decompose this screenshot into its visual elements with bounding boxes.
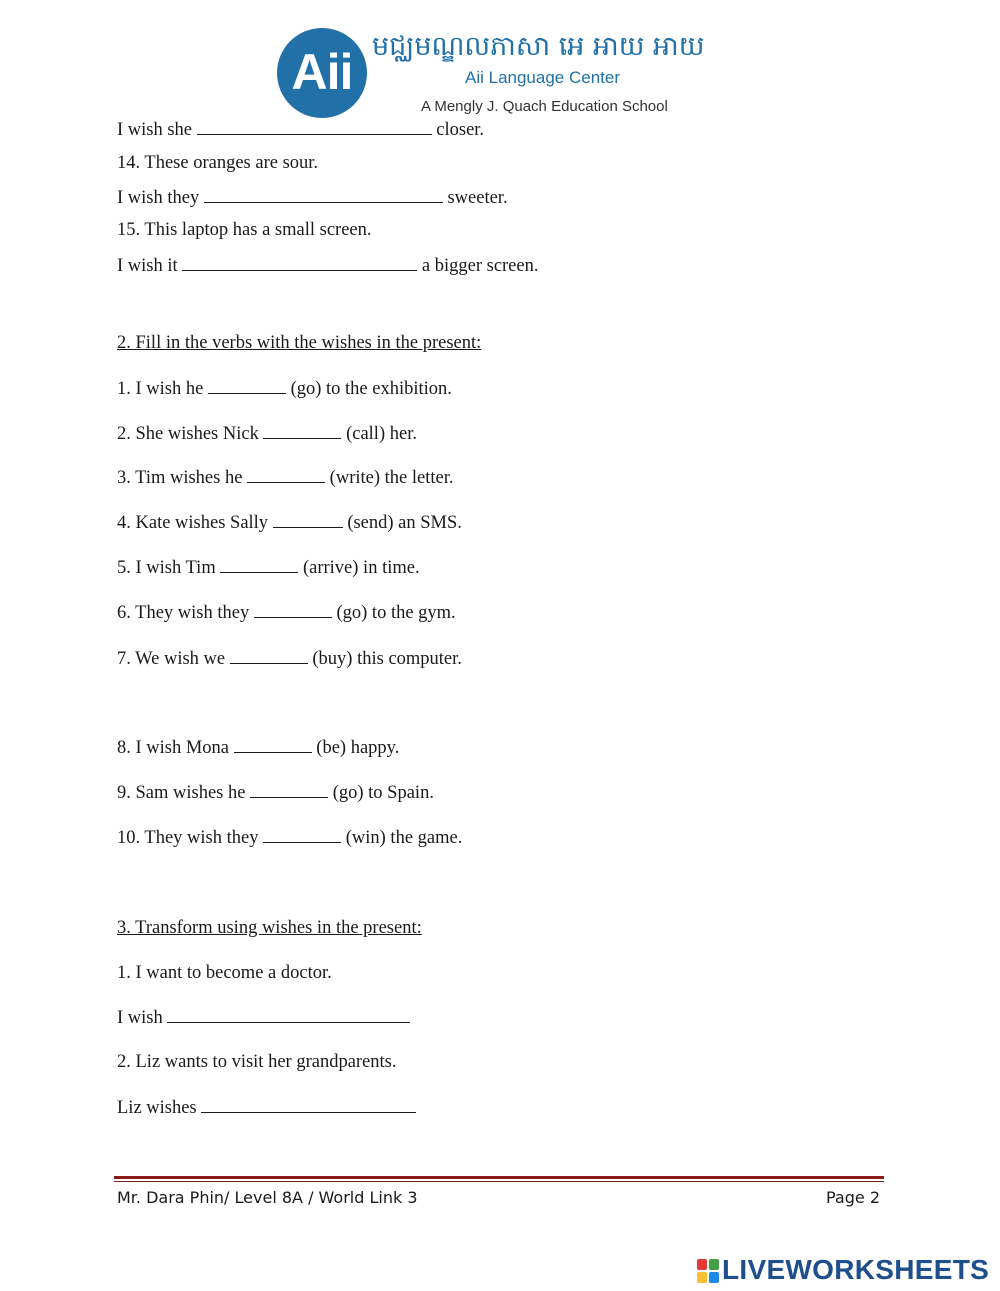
page-number: Page 2: [826, 1188, 880, 1207]
answer-blank[interactable]: [273, 511, 343, 528]
center-name: Aii Language Center: [465, 68, 621, 87]
answer-blank[interactable]: [247, 466, 325, 483]
footer-rule: [114, 1176, 884, 1179]
liveworksheets-icon: [697, 1259, 719, 1283]
lw-square-yellow: [697, 1272, 707, 1283]
exercise-line: 15. This laptop has a small screen.: [117, 220, 372, 240]
exercise-line: I wish it a bigger screen.: [117, 256, 539, 276]
answer-blank[interactable]: [250, 781, 328, 798]
exercise-line: I wish she closer.: [117, 120, 485, 140]
section-heading: 3. Transform using wishes in the present:: [117, 918, 422, 938]
footer-author: Mr. Dara Phin/ Level 8A / World Link 3: [117, 1188, 418, 1207]
exercise-line: 3. Tim wishes he (write) the letter.: [117, 468, 454, 488]
answer-blank[interactable]: [197, 118, 432, 135]
exercise-line: 9. Sam wishes he (go) to Spain.: [117, 783, 434, 803]
exercise-line: Liz wishes: [117, 1096, 416, 1119]
answer-blank[interactable]: [201, 1096, 416, 1113]
exercise-prompt: 2. Liz wants to visit her grandparents.: [117, 1052, 397, 1072]
answer-blank[interactable]: [204, 186, 443, 203]
exercise-line: 4. Kate wishes Sally (send) an SMS.: [117, 513, 462, 533]
khmer-school-name: មជ្ឈមណ្ឌលភាសា អេ អាយ អាយ: [372, 31, 705, 62]
school-name: A Mengly J. Quach Education School: [421, 98, 668, 115]
exercise-line: 8. I wish Mona (be) happy.: [117, 738, 400, 758]
exercise-line: I wish they sweeter.: [117, 188, 508, 208]
answer-blank[interactable]: [167, 1006, 410, 1023]
answer-blank[interactable]: [220, 556, 298, 573]
exercise-prompt: 1. I want to become a doctor.: [117, 963, 332, 983]
lw-square-blue: [709, 1272, 719, 1283]
exercise-line: 14. These oranges are sour.: [117, 153, 319, 173]
answer-blank[interactable]: [254, 601, 332, 618]
exercise-line: 6. They wish they (go) to the gym.: [117, 603, 456, 623]
exercise-line: 5. I wish Tim (arrive) in time.: [117, 558, 420, 578]
answer-blank[interactable]: [263, 422, 341, 439]
footer-rule-thin: [114, 1181, 884, 1182]
logo-letters: Aii: [291, 44, 353, 100]
exercise-line: 7. We wish we (buy) this computer.: [117, 649, 462, 669]
answer-blank[interactable]: [263, 826, 341, 843]
answer-blank[interactable]: [230, 647, 308, 664]
answer-blank[interactable]: [182, 254, 417, 271]
liveworksheets-logo-text: LIVEWORKSHEETS: [722, 1254, 990, 1285]
exercise-line: 10. They wish they (win) the game.: [117, 828, 463, 848]
lw-square-green: [709, 1259, 719, 1270]
lw-square-red: [697, 1259, 707, 1270]
answer-blank[interactable]: [208, 377, 286, 394]
exercise-line: 1. I wish he (go) to the exhibition.: [117, 379, 452, 399]
section-heading: 2. Fill in the verbs with the wishes in the present:: [117, 333, 482, 353]
answer-blank[interactable]: [234, 736, 312, 753]
exercise-line: 2. She wishes Nick (call) her.: [117, 424, 417, 444]
exercise-line: I wish: [117, 1006, 410, 1029]
